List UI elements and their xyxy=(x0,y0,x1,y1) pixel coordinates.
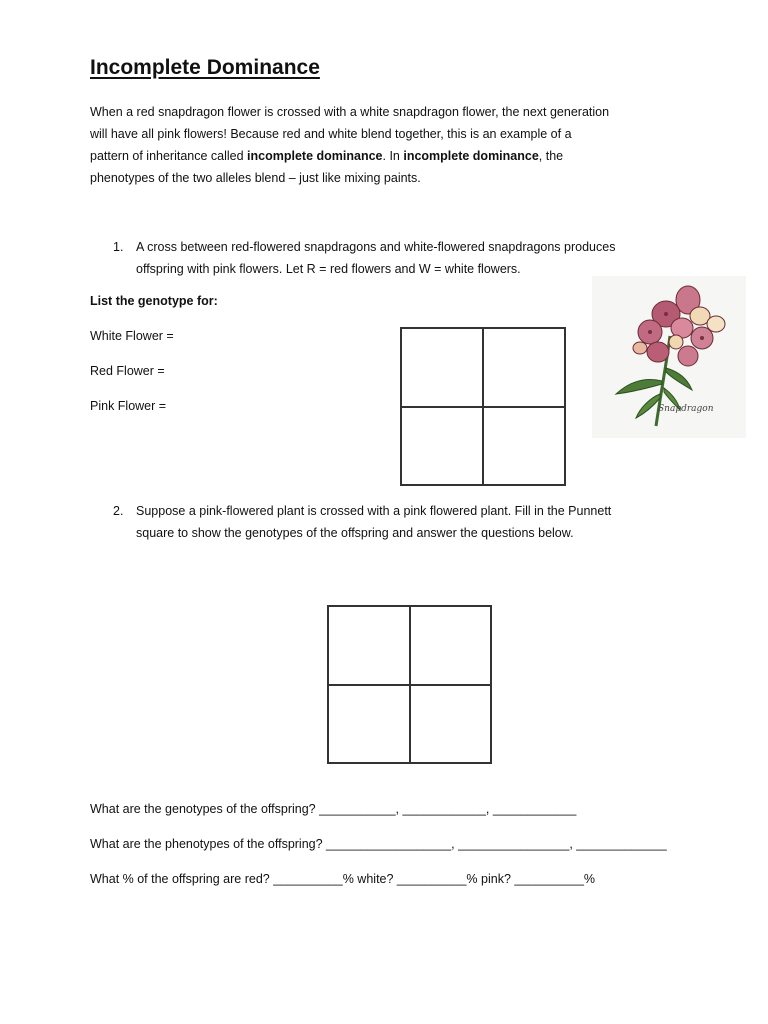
white-flower-label: White Flower = xyxy=(90,329,174,343)
question-number: 2. xyxy=(113,504,124,518)
punnett-square-2 xyxy=(327,605,492,764)
intro-text: , the xyxy=(538,149,564,163)
genotype-heading: List the genotype for: xyxy=(90,294,218,308)
snapdragon-illustration xyxy=(592,276,746,438)
intro-term: incomplete dominance xyxy=(247,149,383,163)
intro-paragraph xyxy=(90,101,690,189)
red-flower-label: Red Flower = xyxy=(90,364,165,378)
question-text: square to show the genotypes of the offspring and answer the questions below. xyxy=(136,526,574,540)
punnett-cell[interactable] xyxy=(483,407,565,486)
percent-question: What % of the offspring are red? __________% white? __________% pink? __________% xyxy=(90,872,596,886)
intro-line: phenotypes of the two alleles blend – just like mixing paints. xyxy=(90,171,421,185)
intro-text: pattern of inheritance called xyxy=(90,149,248,163)
question-text: offspring with pink flowers. Let R = red flowers and W = white flowers. xyxy=(136,262,521,276)
phenotypes-question: What are the phenotypes of the offspring? __________________, ________________, _____________ xyxy=(90,837,667,851)
punnett-cell[interactable] xyxy=(401,407,483,486)
punnett-cell[interactable] xyxy=(328,685,410,764)
question-2 xyxy=(113,500,611,544)
image-caption: Snapdragon xyxy=(658,404,714,414)
punnett-cell[interactable] xyxy=(410,606,492,685)
question-text: Suppose a pink-flowered plant is crossed with a pink flowered plant. Fill in the Punnett xyxy=(136,504,612,518)
punnett-cell[interactable] xyxy=(401,328,483,407)
punnett-square-1 xyxy=(400,327,566,486)
question-text: A cross between red-flowered snapdragons and white-flowered snapdragons produces xyxy=(136,240,616,254)
intro-line: will have all pink flowers! Because red and white blend together, this is an example of a xyxy=(90,127,572,141)
punnett-cell[interactable] xyxy=(328,606,410,685)
intro-line xyxy=(90,145,690,167)
pink-flower-label: Pink Flower = xyxy=(90,399,167,413)
punnett-cell[interactable] xyxy=(483,328,565,407)
punnett-cell[interactable] xyxy=(410,685,492,764)
page-title: Incomplete Dominance xyxy=(90,56,320,79)
intro-line: When a red snapdragon flower is crossed with a white snapdragon flower, the next generation xyxy=(90,105,610,119)
intro-text: . In xyxy=(382,149,404,163)
question-number: 1. xyxy=(113,240,124,254)
intro-term: incomplete dominance xyxy=(403,149,539,163)
genotypes-question: What are the genotypes of the offspring? ___________, ____________, ____________ xyxy=(90,802,577,816)
question-1 xyxy=(113,236,615,280)
